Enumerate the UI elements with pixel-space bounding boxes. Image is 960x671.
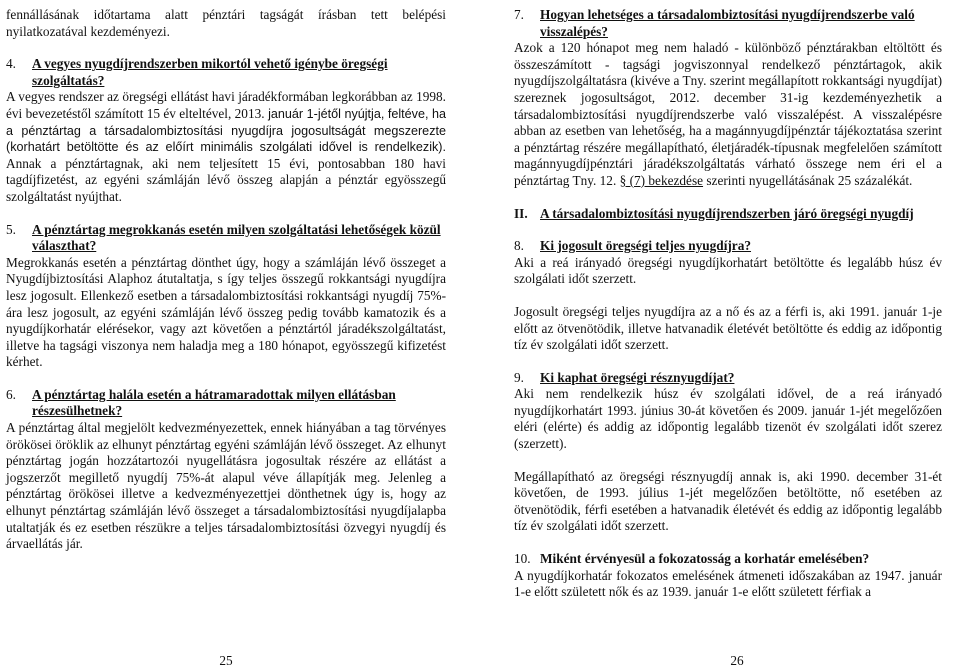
- answer-text: Annak a pénztártagnak, aki nem teljesített 15 évi, pontosabban 180 havi tagdíjfizetést, az egyéni számláján lévő összeg alapján a pénztár egyösszegű szolgáltatást nyújthat.: [6, 155, 446, 204]
- question-10-heading: [514, 551, 942, 568]
- law-reference-link[interactable]: § (7) bekezdése: [619, 172, 704, 188]
- spacer: [6, 40, 446, 56]
- question-7-answer: [514, 40, 942, 189]
- question-8-heading: [514, 238, 942, 255]
- spacer: [514, 190, 942, 206]
- question-5-answer: Megrokkanás esetén a pénztártag dönthet úgy, hogy a számláján lévő összeget a Nyugdíjbiztosítási Alaphoz átutaltatja, s így teljes összegű rokkantsági nyugdíjra lesz jogosult. Ellenkező esetben a társadalombiztosítási rokkantsági nyugdíj 75%-ára lesz jogosult, az egyéni számláján lévő összeg pedig tovább kamatozik és a nyugdíjkorhatár elérésekor, vagy azt követően a pénztártól járadékszolgáltatást, illetve ha tagsági viszonya nem haladja meg a 180 hónapot, egyösszegű kifizetést kérhet.: [6, 254, 446, 370]
- spacer: [6, 206, 446, 222]
- section-2-title: A társadalombiztosítási nyugdíjrendszerben járó öregségi nyugdíj: [540, 205, 914, 221]
- question-6-title: A pénztártag halála esetén a hátramaradottak milyen ellátásban részesülhetnek?: [32, 386, 396, 419]
- question-10-title: Miként érvényesül a fokozatosság a korhatár emelésében?: [540, 551, 870, 567]
- question-7-title: Hogyan lehetséges a társadalombiztosítási nyugdíjrendszerbe való visszalépés?: [540, 7, 915, 39]
- answer-text: A vegyes rendszer az öregségi ellátást havi járadékformában legkorábban az 1998. évi bevezetéstől számított 15 év elteltével, 2013.: [6, 89, 446, 121]
- section-2-heading: [514, 206, 942, 223]
- spacer: [514, 453, 942, 469]
- question-9-answer-2: Megállapítható az öregségi résznyugdíj annak is, aki 1990. december 31-ét követően, de 1993. július 1-jét megelőzően betöltötte, nő esetében az ötvenötödik, férfi esetében a hatvanadik életévét és eddig az időpontig legalább tíz év szolgálati időt szerzett.: [514, 468, 942, 534]
- right-column: [514, 7, 942, 601]
- spacer: [514, 535, 942, 551]
- question-4-title: A vegyes nyugdíjrendszerben mikortól vehető igénybe öregségi szolgáltatás?: [32, 56, 388, 88]
- question-8-answer-2: Jogosult öregségi teljes nyugdíjra az a nő és az a férfi is, aki 1991. január 1-je előtt az ötvenötödik, illetve hatvanadik életévét betöltötte és eddig az időpontig tíz év szolgálati időt szerzett.: [514, 303, 942, 353]
- question-5-title: A pénztártag megrokkanás esetén milyen szolgáltatási lehetőségek közül választhat?: [32, 221, 441, 254]
- question-9-title: Ki kaphat öregségi résznyugdíjat?: [540, 369, 735, 385]
- intro-paragraph: fennállásának időtartama alatt pénztári tagságát írásban tett belépési nyilatkozatával kezdeményezi.: [6, 7, 446, 39]
- spacer: [6, 371, 446, 387]
- question-7-heading: [514, 7, 942, 40]
- question-7-number: 7.: [514, 7, 524, 22]
- left-column: [6, 7, 446, 553]
- question-6-number: 6.: [6, 386, 16, 402]
- question-4-number: 4.: [6, 56, 16, 72]
- question-8-number: 8.: [514, 238, 524, 254]
- section-2-number: II.: [514, 205, 528, 221]
- question-9-answer: Aki nem rendelkezik húsz év szolgálati idővel, de a reá irányadó nyugdíjkorhatárt 1993. június 30-át követően és 2009. január 1-jét megelőzően eléri (elérte) és addig az időpontig legalább tizenöt év szolgálati időt szerez (szerzett).: [514, 386, 942, 452]
- spacer: [514, 354, 942, 370]
- spacer: [514, 288, 942, 304]
- question-4-heading: [6, 56, 446, 89]
- question-8-title: Ki jogosult öregségi teljes nyugdíjra?: [540, 238, 752, 254]
- question-4-answer: [6, 89, 446, 205]
- answer-text: Azok a 120 hónapot meg nem haladó - különböző pénztárakban eltöltött és összeszámított - tagsági jogviszonnyal rendelkező pénztártagok, akik nyugdíjszolgáltatásra (kivéve a Tny. szerint megállapított rokkantsági nyugdíjat) szereznek jogosultságot, 2012. december 31-ig kezdeményezhetik a társadalombiztosítási nyugdíjrendszerbe való visszalépést. A visszalépésre abban az esetben van lehetőség, ha a magánnyugdíjpénztár tájékoztatása szerint a pénztártag részére megállapítható, életjáradék-típusnak megfelelően számított magánnyugdíjpénztári járadékszolgáltatás várható összege nem éri el a pénztártag Tny. 12.: [514, 40, 942, 188]
- question-5-number: 5.: [6, 221, 16, 237]
- question-6-answer: A pénztártag által megjelölt kedvezményezettek, ennek hiányában a tag törvényes örökösei öröklik az elhunyt pénztártag egyéni számláján lévő összeget. Az elhunyt pénztártag jogán hozzátartozói nyugellátásra jogosultak részére az ellátást a jogszerzőt megillető nyugdíj 75%-át alapul véve állapítják meg. Jelenleg a pénztártag örökösei illetve a kedvezményezettjei dönthetnek úgy is, hogy az elhunyt pénztártag számláján lévő összeget a társadalombiztosítási nyugdíjalapba utaltatják és ez esetben részükre a teljes társadalombiztosítási özvegyi nyugdíj és árvaellátás jár.: [6, 420, 446, 552]
- answer-text: szerinti nyugellátásának 25 százalékát.: [703, 172, 913, 188]
- question-9-heading: [514, 370, 942, 387]
- question-9-number: 9.: [514, 369, 524, 385]
- question-8-answer: Aki a reá irányadó öregségi nyugdíjkorhatárt betöltötte és legalább húsz év szolgálati időt szerzett.: [514, 254, 942, 287]
- page-number: 26: [730, 653, 744, 668]
- question-5-heading: [6, 222, 446, 255]
- page-number: 25: [219, 653, 233, 668]
- right-page: [480, 0, 960, 671]
- answer-text: január 1-jétől nyújtja, feltéve, ha a pénztártag a társadalombiztosítási nyugdíjra jogosultságát megszerezte (korhatárt betöltötte és az előírt minimális szolgálati idővel is rendelkezik).: [6, 106, 446, 155]
- spacer: [514, 222, 942, 238]
- question-6-heading: [6, 387, 446, 420]
- question-10-number: 10.: [514, 551, 531, 567]
- question-10-answer: A nyugdíjkorhatár fokozatos emelésének átmeneti időszakában az 1947. január 1-e előtt született nők és az 1939. január 1-e előtt született férfiak a: [514, 567, 942, 600]
